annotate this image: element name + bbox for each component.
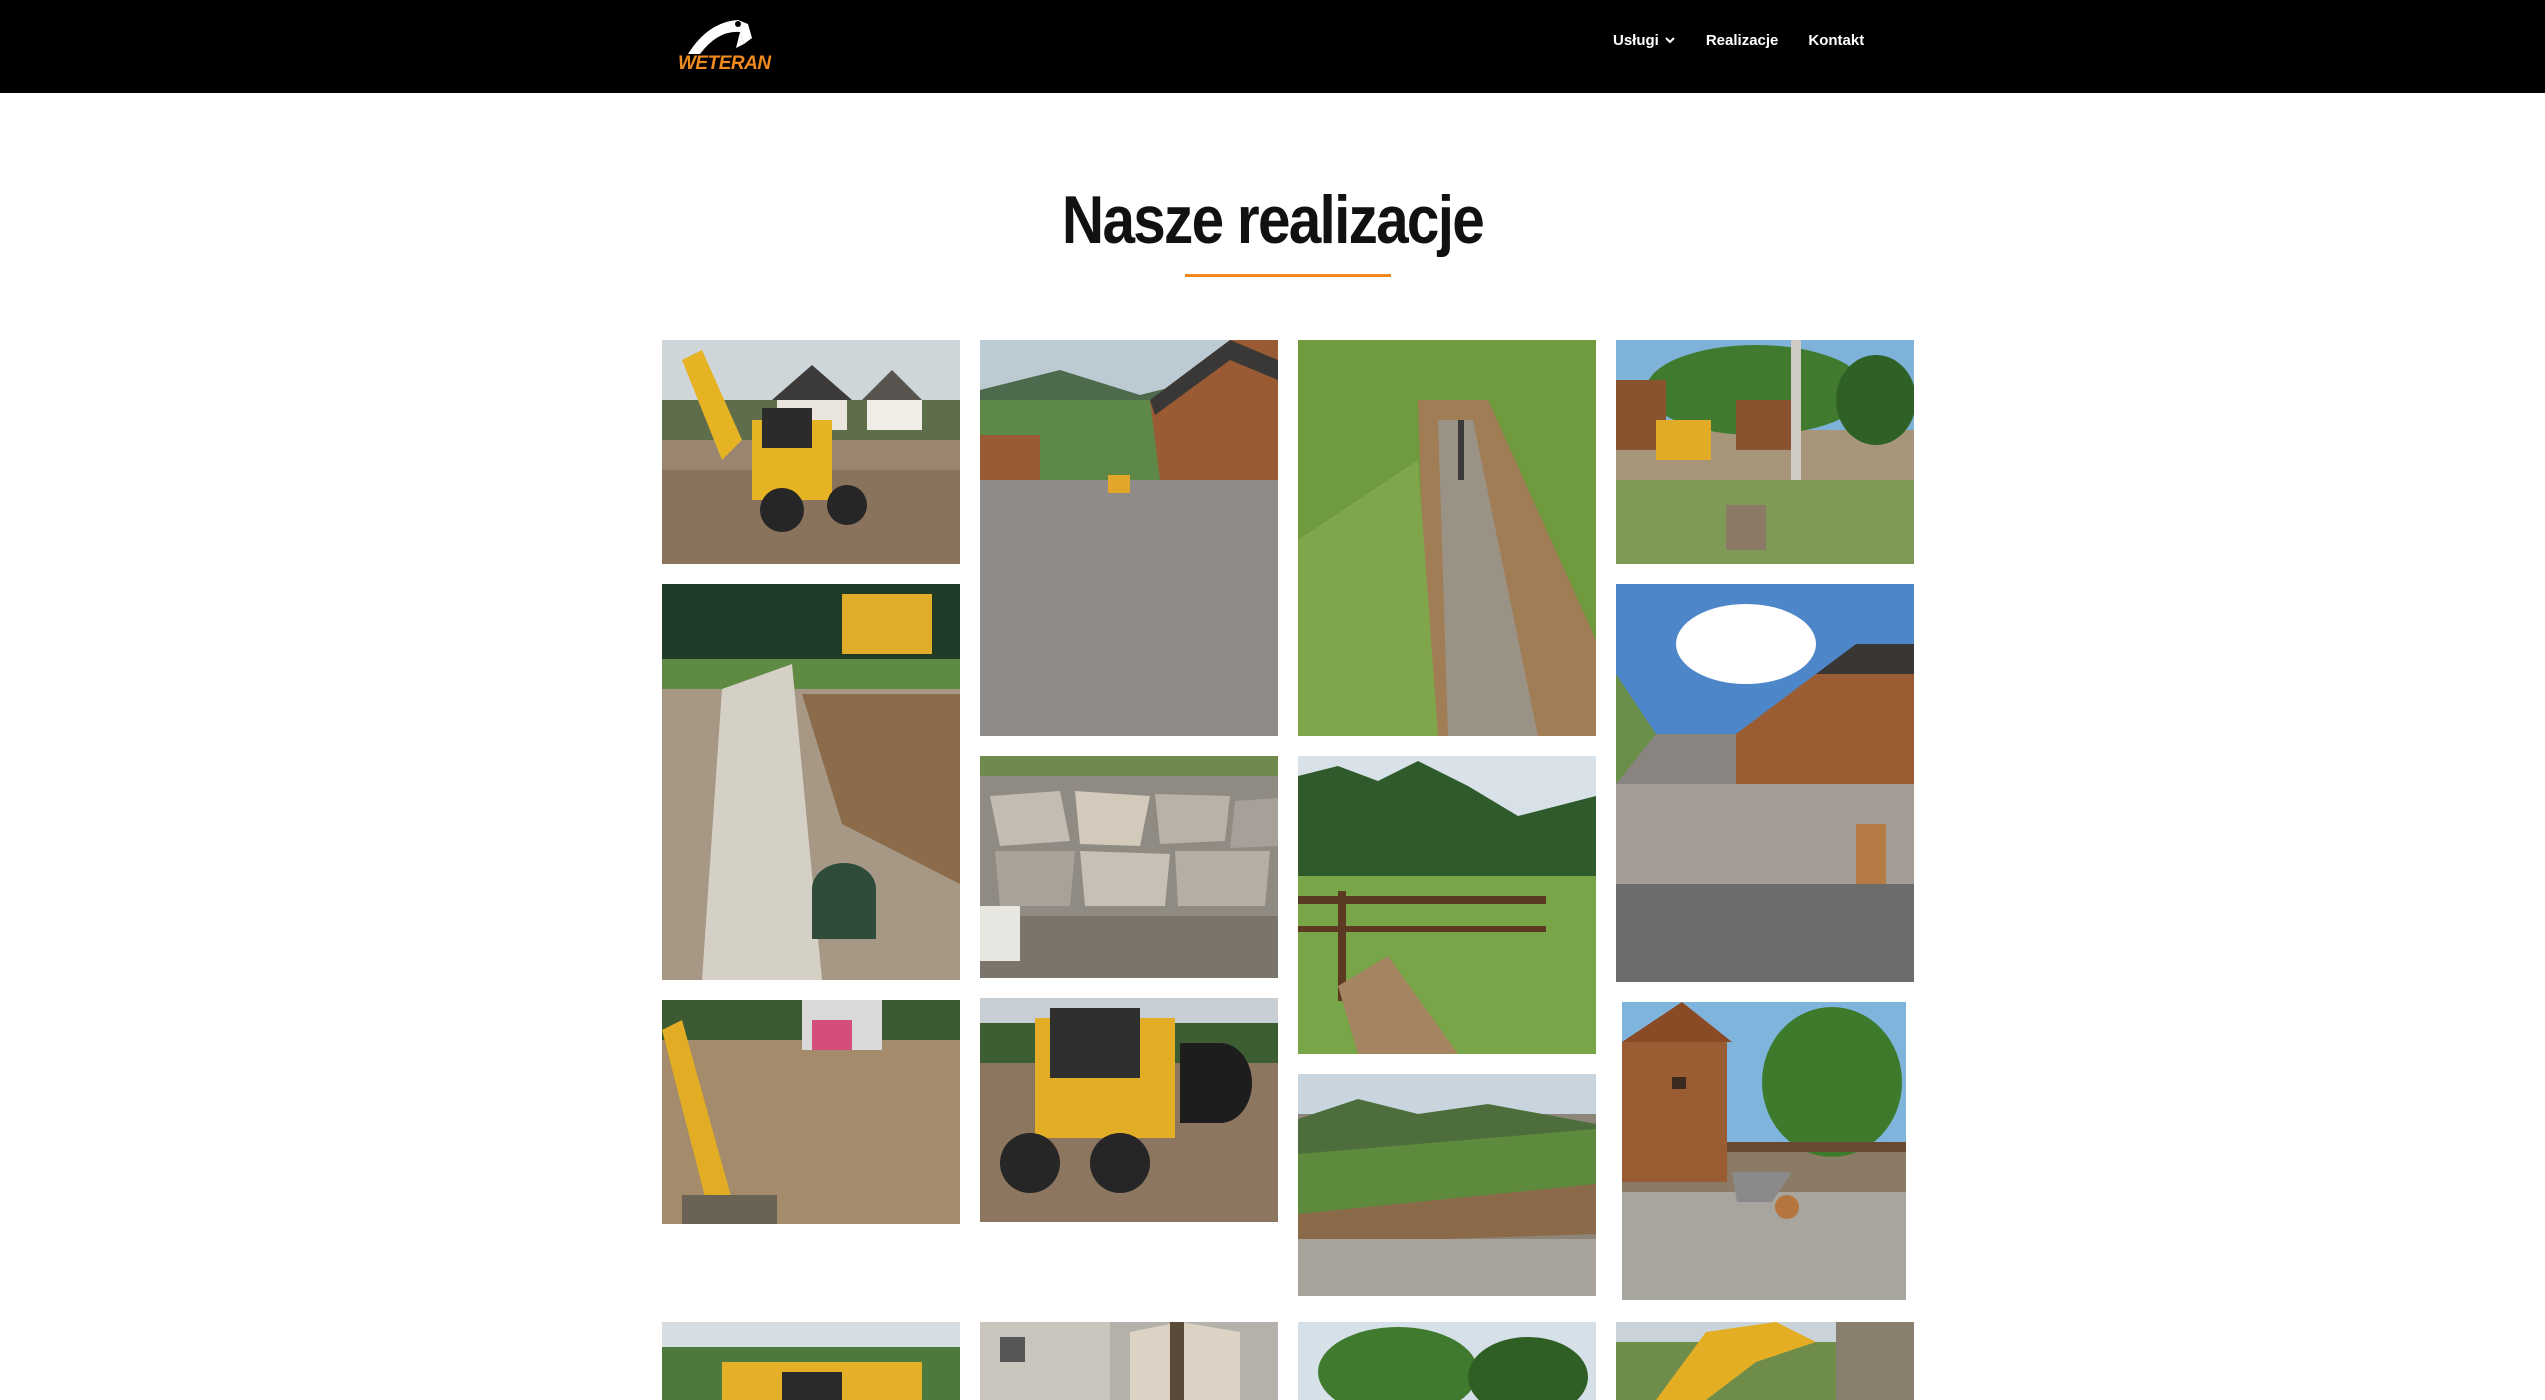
- photo-image: [1616, 1322, 1914, 1400]
- gallery-photo-gravel-yard[interactable]: [980, 340, 1278, 736]
- gallery-photo-yellow-excavator[interactable]: [662, 1322, 960, 1400]
- photo-image: [1298, 340, 1596, 736]
- photo-image: [662, 340, 960, 564]
- photo-image: [980, 340, 1278, 736]
- photo-image: [1298, 1322, 1596, 1400]
- gallery-photo-old-house[interactable]: [980, 1322, 1278, 1400]
- photo-image: [662, 1000, 960, 1224]
- page-title: Nasze realizacje: [1061, 182, 1484, 258]
- gallery-photo-excavator-mud[interactable]: [662, 1000, 960, 1224]
- photo-image: [980, 1322, 1278, 1400]
- gallery-photo-excavator-hillside[interactable]: [1616, 1322, 1914, 1400]
- gallery-photo-excavator-cabins[interactable]: [1616, 340, 1914, 564]
- gallery-photo-stone-wall[interactable]: [980, 756, 1278, 978]
- photo-image: [662, 1322, 960, 1400]
- photo-image: [980, 756, 1278, 978]
- gallery-photo-drainage-trench[interactable]: [1298, 340, 1596, 736]
- gallery-photo-gravel-slope[interactable]: [1298, 1074, 1596, 1296]
- nav-item-label: Realizacje: [1705, 31, 1779, 49]
- gallery-photo-backhoe-loader[interactable]: [662, 340, 960, 564]
- gallery-photo-backhoe-pipe[interactable]: [980, 998, 1278, 1222]
- gallery-photo-wooden-shed[interactable]: [1622, 1002, 1906, 1300]
- gallery-photo-gravel-path-cabins[interactable]: [1616, 584, 1914, 982]
- photo-image: [1622, 1002, 1906, 1300]
- gallery-photo-stone-trench[interactable]: [662, 584, 960, 980]
- photo-image: [980, 998, 1278, 1222]
- gallery-photo-wooden-fence[interactable]: [1298, 756, 1596, 1054]
- photo-image: [1298, 756, 1596, 1054]
- logo-wordmark: WETERAN: [678, 53, 771, 74]
- photo-image: [1616, 340, 1914, 564]
- gallery-photo-green-trees[interactable]: [1298, 1322, 1596, 1400]
- photo-image: [662, 584, 960, 980]
- photo-image: [1298, 1074, 1596, 1296]
- photo-image: [1616, 584, 1914, 982]
- nav-item-label: Usługi: [1613, 31, 1659, 49]
- nav-item-label: Kontakt: [1808, 31, 1865, 49]
